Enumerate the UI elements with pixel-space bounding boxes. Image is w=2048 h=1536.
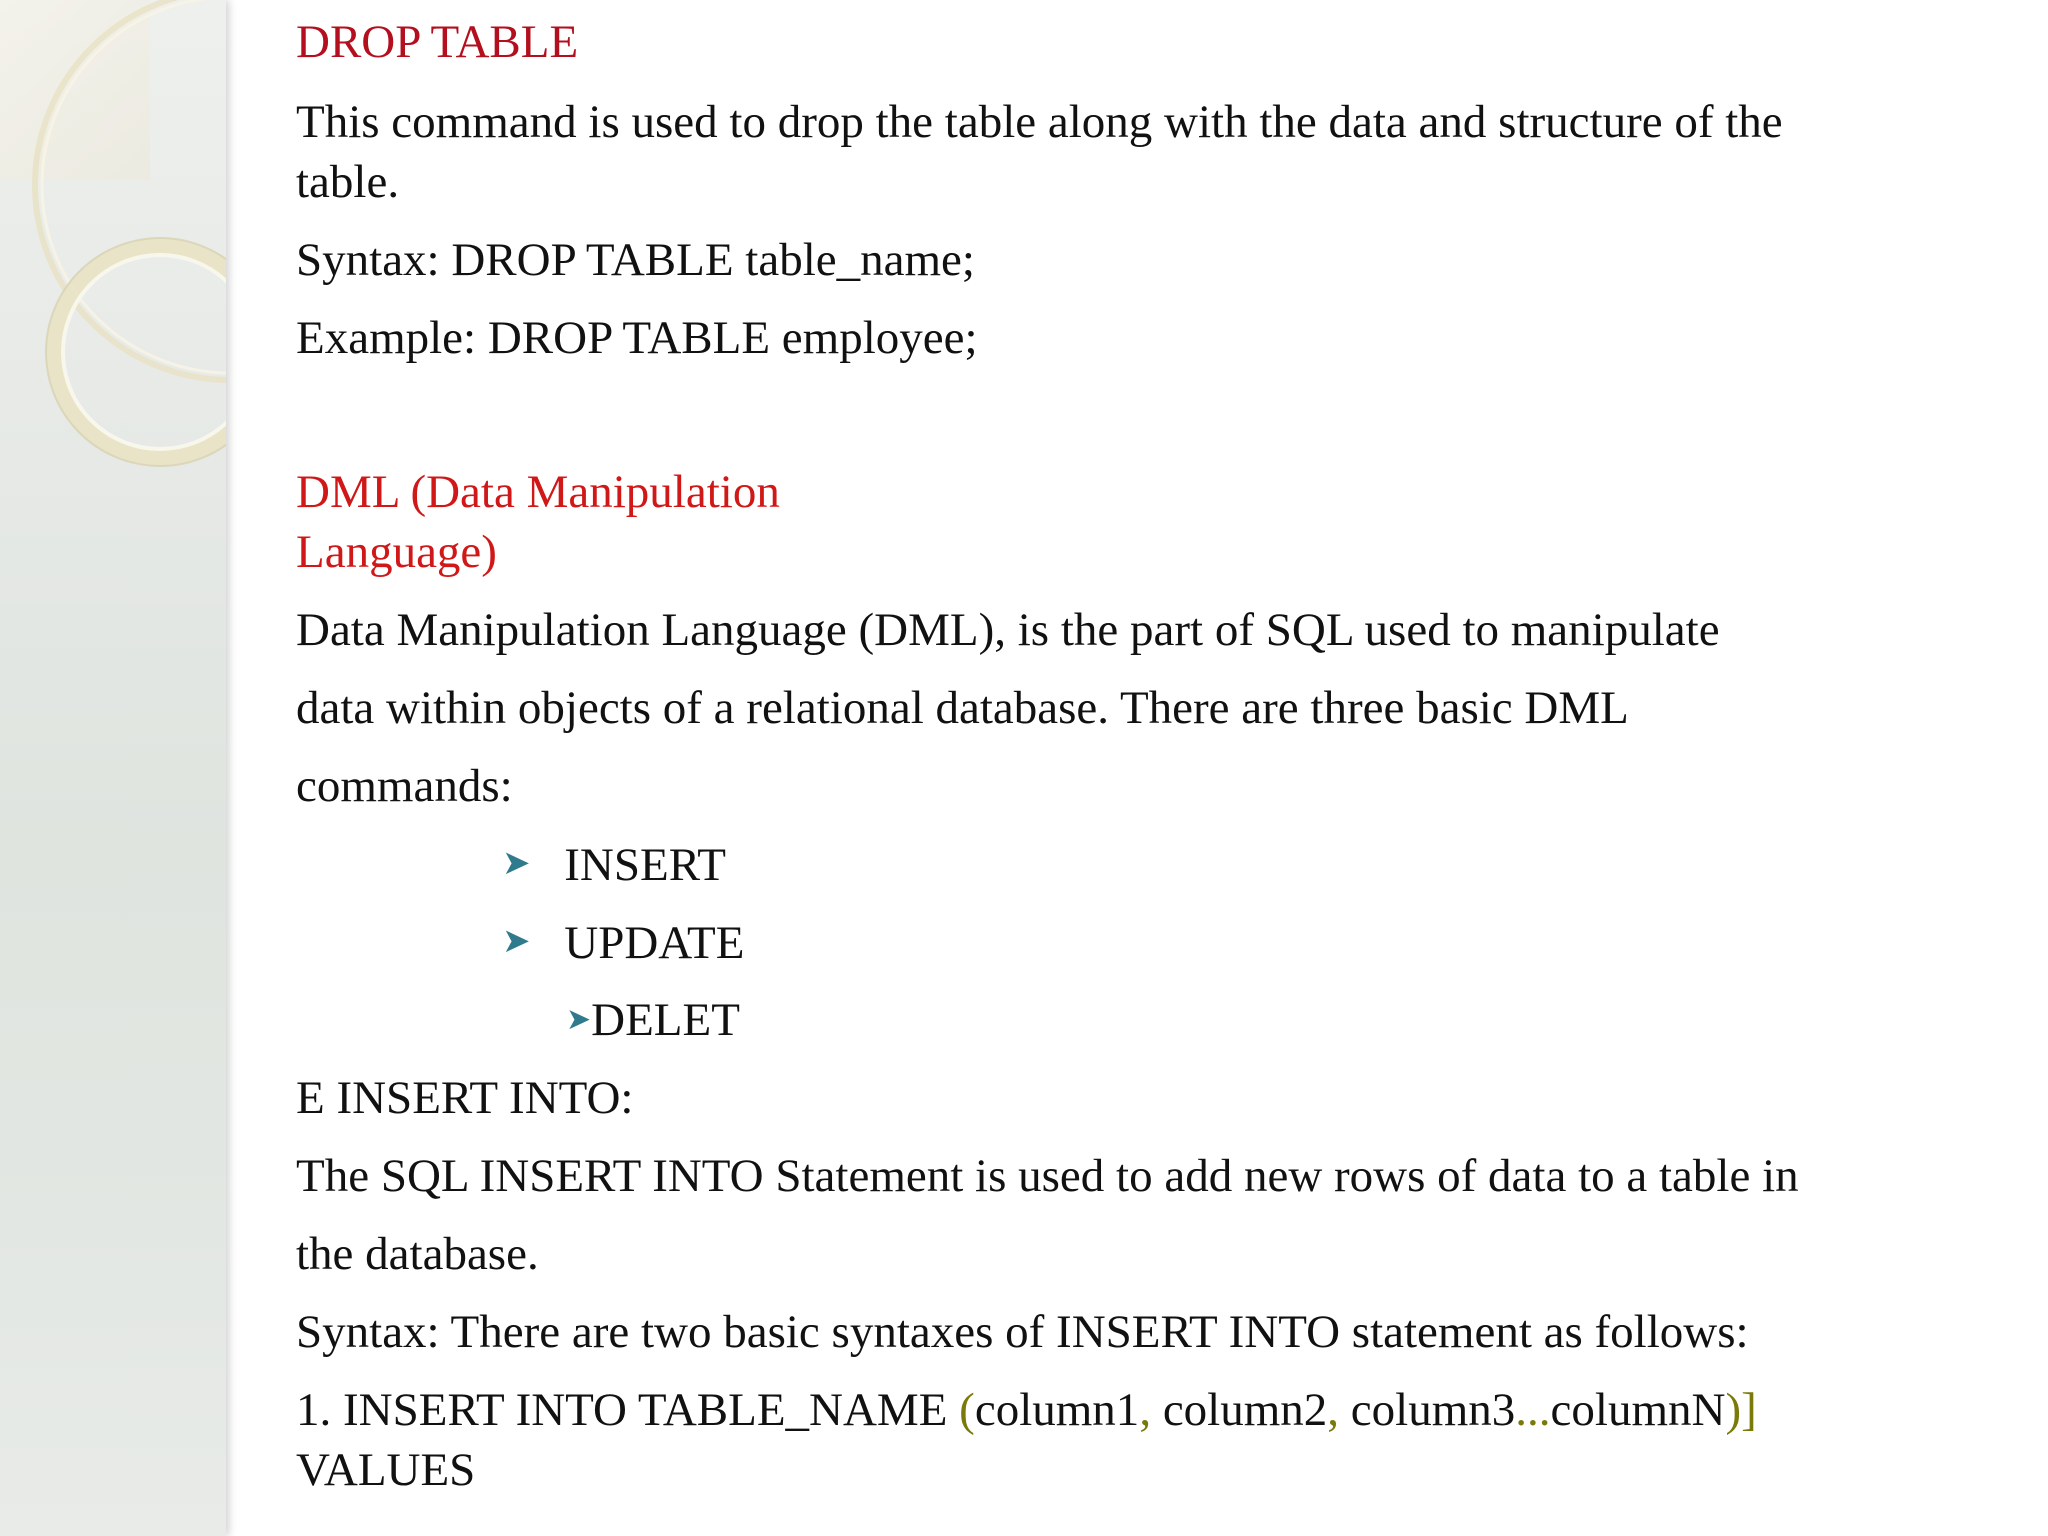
insert-into-heading: E INSERT INTO: bbox=[296, 1072, 634, 1124]
drop-table-description-line1: This command is used to drop the table along with the data and structure of the bbox=[296, 96, 1783, 148]
arrow-bullet-icon: ➤ bbox=[502, 923, 531, 960]
syntax1-separator2: , bbox=[1327, 1384, 1351, 1436]
drop-table-example: Example: DROP TABLE employee; bbox=[296, 312, 978, 364]
syntax1-prefix: 1. INSERT INTO TABLE_NAME bbox=[296, 1384, 960, 1436]
insert-into-syntax1-values: VALUES bbox=[296, 1444, 476, 1496]
insert-into-syntax1 bbox=[296, 1380, 1757, 1440]
syntax1-ellipsis: ... bbox=[1515, 1384, 1551, 1436]
decorative-rings-icon bbox=[0, 0, 226, 520]
syntax1-close-paren: )] bbox=[1725, 1384, 1757, 1436]
arrow-bullet-icon: ➤ bbox=[502, 845, 531, 882]
insert-into-description-line2: the database. bbox=[296, 1228, 539, 1280]
dml-description-line2: data within objects of a relational database. There are three basic DML bbox=[296, 682, 1629, 734]
syntax1-column2: column2 bbox=[1162, 1384, 1328, 1436]
drop-table-description-line2: table. bbox=[296, 156, 400, 208]
bullet-update bbox=[502, 912, 744, 973]
bullet-update-label: UPDATE bbox=[564, 917, 745, 969]
insert-into-description-line1: The SQL INSERT INTO Statement is used to add new rows of data to a table in bbox=[296, 1150, 1799, 1202]
bullet-delete bbox=[566, 990, 740, 1050]
dml-heading-line1: DML (Data Manipulation bbox=[296, 466, 780, 518]
syntax1-separator1: , bbox=[1139, 1384, 1163, 1436]
dml-heading-line2: Language) bbox=[296, 526, 497, 578]
syntax1-column1: column1 bbox=[974, 1384, 1140, 1436]
drop-table-heading: DROP TABLE bbox=[296, 16, 579, 68]
dml-description-line3: commands: bbox=[296, 760, 513, 812]
insert-into-syntax-intro: Syntax: There are two basic syntaxes of INSERT INTO statement as follows: bbox=[296, 1306, 1749, 1358]
syntax1-open-paren: ( bbox=[959, 1384, 975, 1436]
dml-description-line1: Data Manipulation Language (DML), is the part of SQL used to manipulate bbox=[296, 604, 1720, 656]
arrow-bullet-icon: ➤ bbox=[566, 1003, 592, 1036]
bullet-delete-label: DELET bbox=[591, 994, 740, 1046]
bullet-insert bbox=[502, 834, 726, 895]
bullet-insert-label: INSERT bbox=[564, 839, 726, 891]
drop-table-syntax: Syntax: DROP TABLE table_name; bbox=[296, 234, 975, 286]
syntax1-column3: column3 bbox=[1350, 1384, 1516, 1436]
syntax1-columnN: columnN bbox=[1550, 1384, 1726, 1436]
